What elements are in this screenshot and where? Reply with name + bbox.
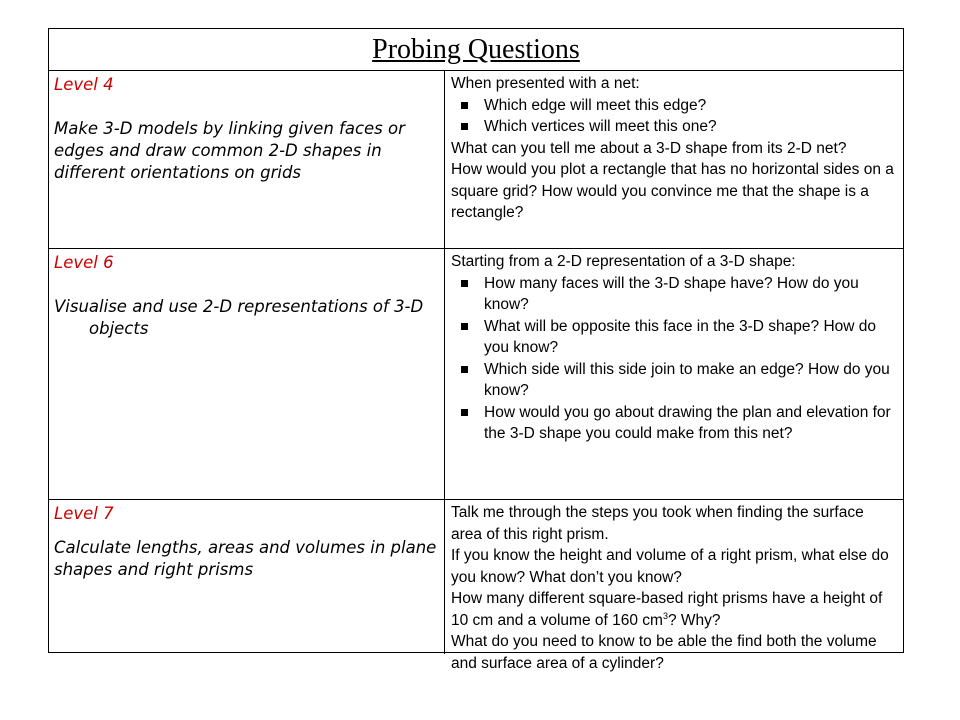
question-text: How many different square-based right prisms have a height of 10 cm and a volume of 160 cm — [451, 590, 883, 629]
question-intro: Starting from a 2-D representation of a 3-D shape: — [451, 253, 796, 270]
list-item — [451, 95, 897, 117]
question-text: What can you tell me about a 3-D shape from its 2-D net? — [451, 139, 847, 157]
title-row — [49, 29, 903, 71]
volume-question — [451, 588, 897, 631]
question-text: If you know the height and volume of a right prism, what else do you know? What don’t you know? — [451, 547, 889, 586]
square-bullet-icon — [461, 280, 468, 287]
objective-text: Calculate lengths, areas and volumes in plane shapes and right prisms — [54, 538, 437, 579]
superscript: 3 — [662, 610, 668, 621]
questions-cell — [445, 500, 903, 672]
question-text: ? Why? — [667, 611, 721, 629]
list-item — [451, 116, 897, 138]
square-bullet-icon — [461, 123, 468, 130]
question-text: What will be opposite this face in the 3-D shape? How do you know? — [484, 317, 877, 356]
table-row-level-6 — [49, 249, 903, 500]
objective-cell — [49, 500, 445, 654]
square-bullet-icon — [461, 409, 468, 416]
list-item — [451, 402, 897, 445]
question-text: Which edge will meet this edge? — [484, 96, 707, 114]
objective-cell — [49, 71, 445, 248]
page-title: Probing Questions — [372, 33, 580, 65]
table-row-level-7 — [49, 500, 903, 672]
question-list — [451, 95, 897, 138]
square-bullet-icon — [461, 323, 468, 330]
question-text: Which vertices will meet this one? — [484, 118, 717, 135]
list-item — [451, 273, 897, 316]
question-text: Talk me through the steps you took when finding the surface area of this right prism. — [451, 504, 864, 543]
questions-cell — [445, 249, 903, 499]
level-label: Level 4 — [54, 75, 114, 94]
objective-cell — [49, 249, 445, 499]
square-bullet-icon — [461, 102, 468, 109]
question-text: How would you plot a rectangle that has no horizontal sides on a square grid? How would you convince me that the shape is a rectangle? — [451, 161, 894, 221]
table-row-level-4 — [49, 71, 903, 249]
question-intro: When presented with a net: — [451, 75, 640, 92]
list-item — [451, 359, 897, 402]
objective-text: Make 3-D models by linking given faces or edges and draw common 2-D shapes in different orientations on grids — [54, 119, 405, 182]
question-text: How would you go about drawing the plan and elevation for the 3-D shape you could make from this net? — [484, 403, 891, 442]
square-bullet-icon — [461, 366, 468, 373]
question-list — [451, 273, 897, 445]
question-text: Which side will this side join to make an edge? How do you know? — [484, 360, 890, 399]
probing-questions-table — [48, 28, 904, 672]
questions-cell — [445, 71, 903, 248]
level-label: Level 7 — [54, 504, 114, 523]
question-text: What do you need to know to be able the find both the volume and surface area of a cylinder? — [451, 633, 877, 672]
question-text: How many faces will the 3-D shape have? How do you know? — [484, 274, 859, 313]
level-label: Level 6 — [54, 253, 114, 272]
list-item — [451, 316, 897, 359]
objective-text: Visualise and use 2-D representations of 3-D objects — [54, 297, 424, 338]
